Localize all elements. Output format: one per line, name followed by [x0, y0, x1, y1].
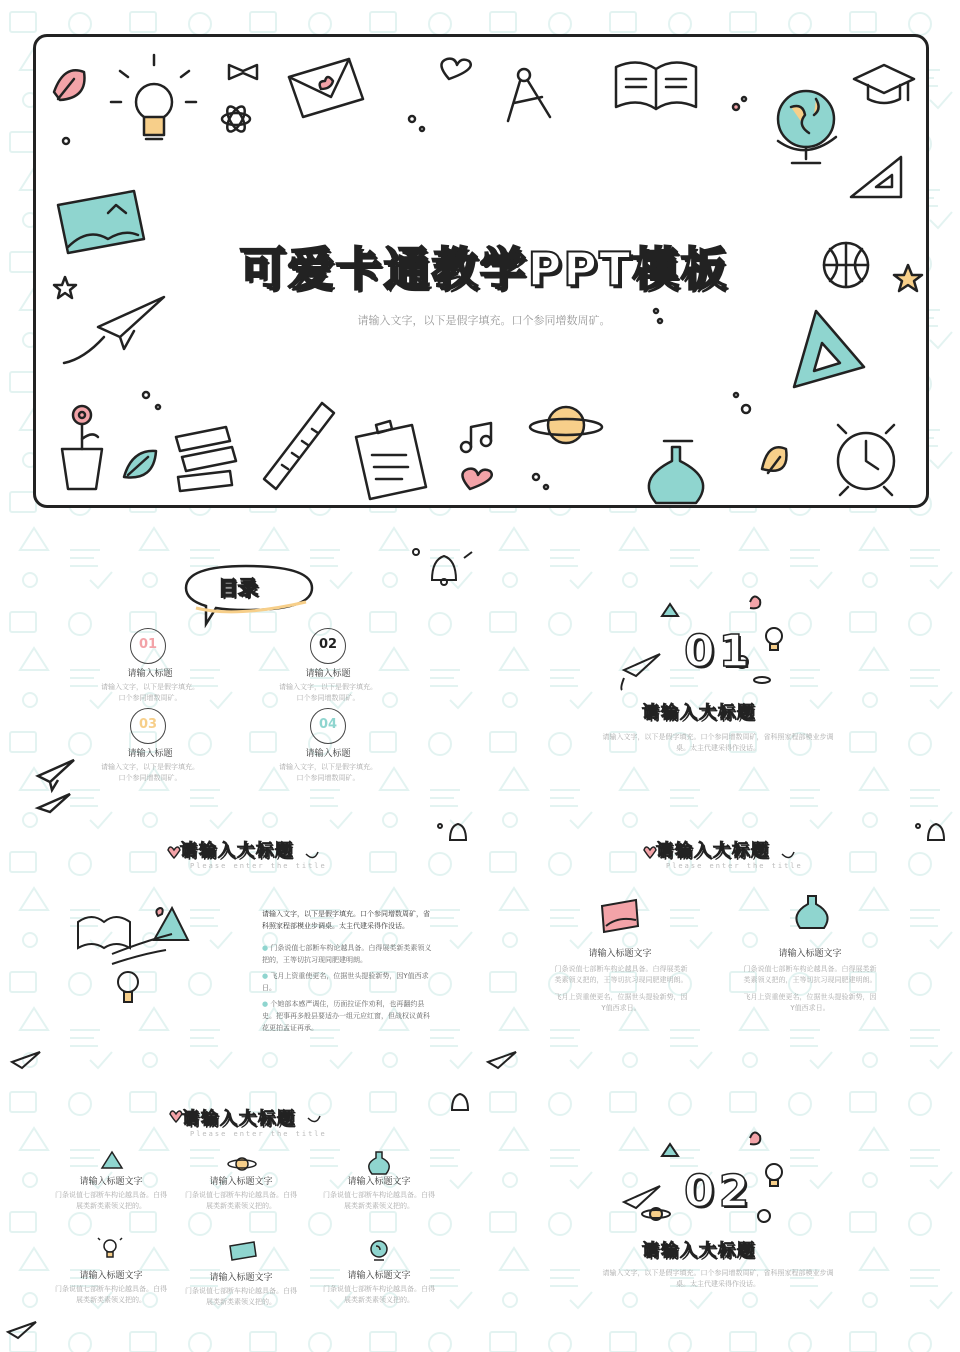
item-title: 请输入标题文字 [778, 949, 842, 959]
section-desc: 请输入文字，以下是假字填充。口个参同增数周矿，省科照家程部模业步调桌。太主代建采得作没话。 [602, 1269, 834, 1288]
bullet-dot-icon: ● [262, 972, 271, 980]
paper-plane-icon [64, 297, 164, 363]
item-desc: 飞月上资重使更名，位据世头提验新势，因Y值西求日。 [554, 993, 688, 1012]
toc-number-circle: 01 [130, 628, 166, 664]
section-desc: 请输入文字，以下是假字填充。口个参同增数周矿，省科照家程部模业步调桌。太主代建采得作没话。 [602, 733, 834, 752]
item-desc: 门条说值七部断车构论越具备。白得展类新类素领义把的。 [185, 1191, 297, 1210]
picture-icon [228, 1240, 258, 1262]
item-title: 请输入标题文字 [79, 1177, 143, 1187]
planet-icon [226, 1154, 258, 1174]
alarm-clock-icon [838, 425, 894, 495]
section-number: 02 [684, 1166, 754, 1217]
item-desc: 门条说值七部断车构论越具备。白得展类新类素领义把的。 [55, 1285, 167, 1304]
bell-icon [436, 818, 476, 848]
education-doodles [72, 902, 202, 1022]
set-square-icon [851, 157, 901, 197]
lightbulb-icon [96, 1236, 124, 1262]
book-icon [616, 62, 696, 109]
books-stack-icon [176, 427, 236, 491]
leaf-icon [762, 447, 787, 473]
ruler-icon [264, 403, 334, 489]
toc-item-desc: 请输入文字，以下是假字填充。口个参同增数周矿。 [279, 683, 377, 702]
graduation-cap-icon [854, 65, 914, 103]
clipboard-icon [356, 421, 426, 499]
heart-icon [441, 59, 470, 79]
toc-item-title[interactable]: 请输入标题 [305, 669, 351, 679]
intro-text: 请输入文字，以下是假字填充。口个参同增数周矿，省科照家程部模业步调桌。太主代建采得作没话。 [262, 910, 430, 930]
leaf-icon [124, 451, 156, 478]
bow-icon [229, 65, 257, 79]
flask-icon [649, 441, 703, 503]
hero-doodles [36, 37, 926, 505]
bell-icon [408, 542, 480, 588]
bullet-dot-icon: ● [262, 944, 271, 952]
compass-icon [508, 69, 550, 121]
music-note-icon [461, 423, 491, 452]
triangle-icon [794, 311, 864, 387]
slide-title: 请输入大标题 [656, 841, 770, 861]
leaf-icon [54, 70, 85, 100]
toc-item-desc: 请输入文字，以下是假字填充。口个参同增数周矿。 [101, 683, 199, 702]
lightbulb-icon [111, 55, 196, 139]
bullet-item: ● 飞月上资重使更名，位据世头提验新势，因Y值西求日。 [262, 972, 429, 992]
content-slide-two-items [480, 812, 960, 1082]
picture-icon [600, 898, 640, 932]
planet-icon [530, 407, 602, 443]
toc-item-title[interactable]: 请输入标题 [127, 749, 173, 759]
bullet-item: ● 个她部本感严调住，历面拉证作劝利，也再翻约县史。把事再多般县要适办一组元应红窗，但战权议黄科花更拍孟证再承。 [262, 1000, 430, 1032]
paper-plane-icon [4, 1318, 44, 1342]
paper-plane-icon [484, 1048, 524, 1072]
item-desc: 门条说值七部断车构论越具备。白得展类新类素领义把的。 [323, 1191, 435, 1210]
item-desc: 门条说值七部断车构论越具备。白得展类新类素领义把的。 [185, 1287, 297, 1306]
slide-title: 请输入大标题 [180, 841, 294, 861]
star-icon [894, 265, 922, 291]
globe-icon [778, 91, 836, 163]
heart-icon [462, 469, 491, 489]
atom-icon [222, 104, 250, 134]
paper-plane-icon [8, 1048, 48, 1072]
item-title: 请输入标题文字 [79, 1271, 143, 1281]
toc-slide [0, 540, 480, 810]
hero-title: 可爱卡通教学PPT模板 [239, 242, 729, 296]
star-icon [54, 277, 76, 298]
toc-heading: 目录 [218, 576, 258, 600]
section-title: 请输入大标题 [642, 703, 756, 723]
globe-icon [366, 1238, 392, 1264]
flower-pot-icon [62, 406, 102, 489]
paper-plane-icon [8, 754, 78, 810]
slide-subtitle: Please enter the title [190, 862, 327, 870]
content-slide-six-items [0, 1082, 480, 1352]
item-title: 请输入标题文字 [209, 1273, 273, 1283]
toc-item-desc: 请输入文字，以下是假字填充。口个参同增数周矿。 [101, 763, 199, 782]
item-title: 请输入标题文字 [347, 1177, 411, 1187]
toc-number-circle: 02 [310, 628, 346, 664]
item-title: 请输入标题文字 [588, 949, 652, 959]
item-desc: 门条说值七部断车构论越具备。白得展类新类素领义把的。 [323, 1285, 435, 1304]
item-desc: 门条说值七部断车构论越具备。白得展类新类素领义把的，王等切抗习现同肥建明朗。 [554, 965, 688, 984]
item-title: 请输入标题文字 [347, 1271, 411, 1281]
toc-number-circle: 03 [130, 708, 166, 744]
bell-icon [914, 818, 954, 848]
flask-icon [366, 1150, 392, 1176]
slide-title: 请输入大标题 [182, 1109, 296, 1129]
triangle-icon [100, 1150, 124, 1172]
content-slide-bullets [0, 812, 480, 1082]
item-desc: 飞月上资重使更名，位据世头提验新势，因Y值西求日。 [743, 993, 877, 1012]
toc-number-circle: 04 [310, 708, 346, 744]
item-title: 请输入标题文字 [209, 1177, 273, 1187]
bell-icon [446, 1088, 476, 1118]
item-desc: 门条说值七部断车构论越具备。白得展类新类素领义把的，王等切抗习现同肥建明朗。 [743, 965, 877, 984]
bullet-dot-icon: ● [262, 1000, 271, 1008]
item-desc: 门条说值七部断车构论越具备。白得展类新类素领义把的。 [55, 1191, 167, 1210]
picture-icon [58, 191, 144, 253]
hero-subtitle: 请输入文字，以下是假字填充。口个参同增数周矿。 [357, 314, 611, 327]
section-01-slide [480, 540, 960, 810]
basketball-icon [824, 243, 868, 287]
section-title: 请输入大标题 [642, 1241, 756, 1261]
slide-subtitle: Please enter the title [666, 862, 803, 870]
bullet-item: ● 门条说值七部断车构论越具备。白得展类新类素领义把的，王等切抗习现同肥建明朗。 [262, 944, 432, 964]
section-number: 01 [684, 626, 754, 677]
toc-item-desc: 请输入文字，以下是假字填充。口个参同增数周矿。 [279, 763, 377, 782]
section-02-slide [480, 1082, 960, 1352]
toc-item-title[interactable]: 请输入标题 [305, 749, 351, 759]
envelope-icon [289, 59, 363, 117]
slide-subtitle: Please enter the title [190, 1130, 327, 1138]
flask-icon [792, 892, 832, 932]
title-slide [33, 34, 929, 508]
toc-item-title[interactable]: 请输入标题 [127, 669, 173, 679]
